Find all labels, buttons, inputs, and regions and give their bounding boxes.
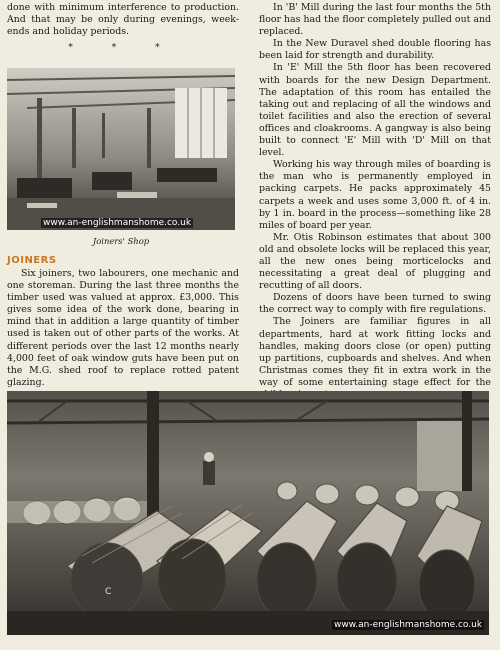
right-paragraph: In 'E' Mill the 5th floor has been recovered with boards for the new Design Department. The adaptation of this room has entailed the taking out and replacing of all the windows and toilet facilities and also the erection of several offices and cloakrooms. A gangway is also being built to connect 'E' Mill with 'D' Mill on that level. — [259, 62, 491, 159]
joiners-shop-photo — [7, 68, 235, 230]
right-paragraph: Working his way through miles of boarding is the man who is permanently employed in packing carpets. He packs approximately 45 carpets a week and uses some 3,000 ft. of 4 in. by 1 in. board in the process—something like 28 miles of board per year. — [259, 159, 491, 231]
right-paragraph: In the New Duravel shed double flooring has been laid for strength and durability. — [259, 38, 491, 62]
watermark: www.an-englishmanshome.co.uk — [43, 218, 192, 228]
intro-paragraph: done with minimum interference to production. And that may be only during evenings, week-ends and holiday periods. — [7, 2, 239, 38]
right-paragraph: Dozens of doors have been turned to swing the correct way to comply with fire regulations. — [259, 292, 491, 316]
left-column-intro — [7, 2, 239, 62]
joiners-paragraph: Six joiners, two labourers, one mechanic and one storeman. During the last three months the timber used was valued at approx. £3,000. This gives some idea of the work done, bearing in mind that in addition a large quantity of timber used is taken out of other parts of the works. At different periods over the last 12 months nearly 4,000 feet of oak window guts have been put on the M.G. shed roof to replace rotted patent glazing. — [7, 268, 239, 388]
right-paragraph: In 'B' Mill during the last four months the 5th floor has had the floor completely pulled out and replaced. — [259, 2, 491, 38]
right-column — [259, 2, 491, 401]
section-divider-stars: * * * — [68, 43, 178, 54]
watermark: www.an-englishmanshome.co.uk — [334, 620, 483, 630]
joiners-shop-image — [7, 68, 235, 230]
joiners-column — [7, 268, 239, 389]
photo-corner-mark: C — [105, 587, 112, 597]
right-paragraph: The Joiners are familiar figures in all departments, hard at work fitting locks and handles, making doors close (or open) putting up partitions, cupboards and shelves. And when Christmas comes they fit in extra work in the way of some entertaining stage effect for the — [259, 316, 491, 388]
photo-caption: Joiners' Shop — [92, 236, 150, 246]
right-paragraph: Mr. Otis Robinson estimates that about 300 old and obsolete locks will be replaced this year, all the new ones being morticelocks and necessitating a great deal of plugging and recutting of all doors. — [259, 231, 491, 292]
section-heading-joiners: JOINERS — [7, 255, 57, 266]
carpet-rolls-image — [7, 391, 489, 635]
carpet-rolls-photo — [7, 391, 489, 635]
